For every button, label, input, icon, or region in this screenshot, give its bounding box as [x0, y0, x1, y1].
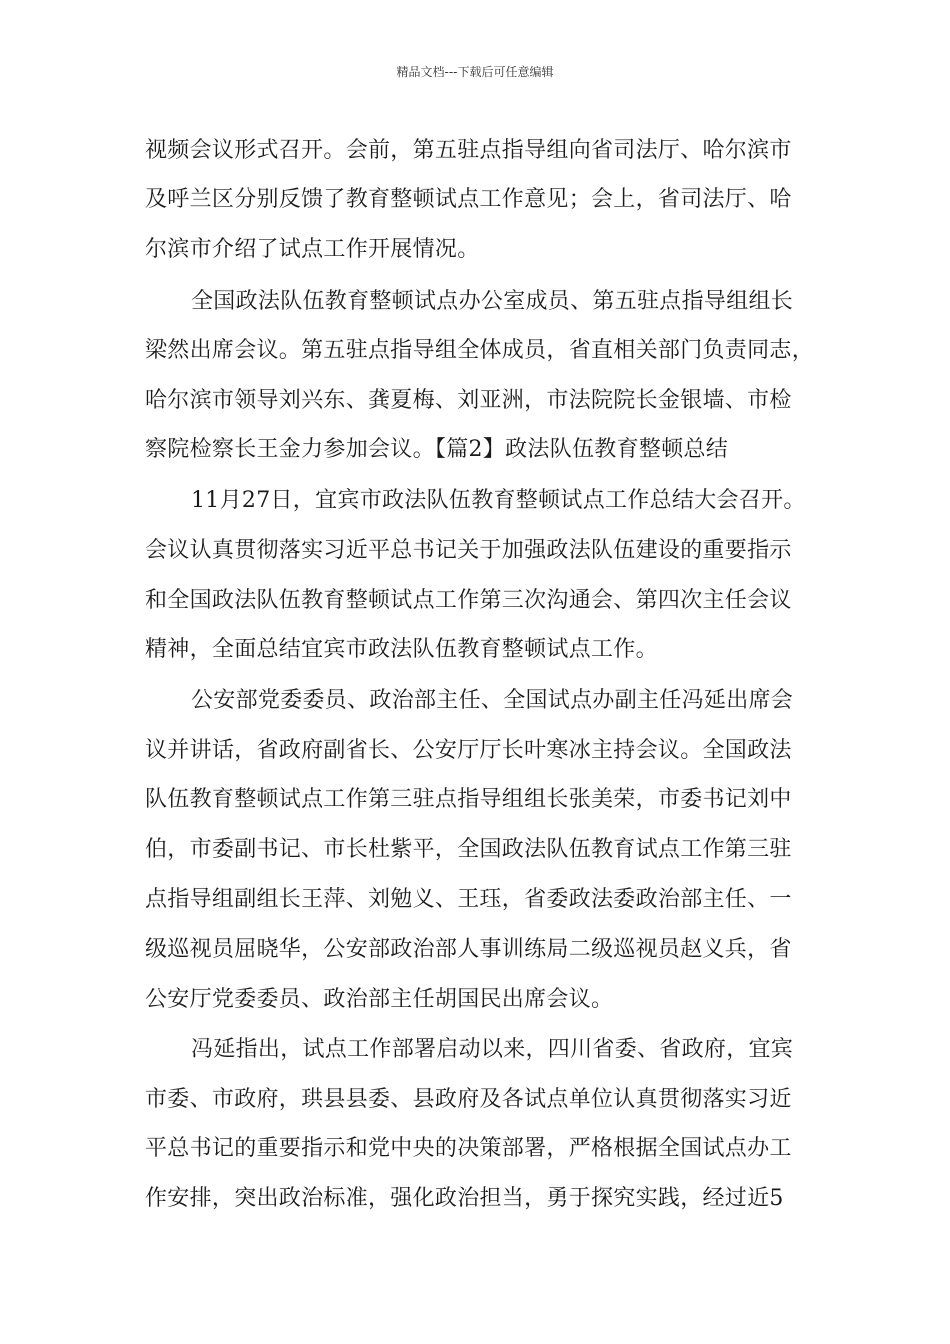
text-line: 公安厅党委委员、政治部主任胡国民出席会议。 — [145, 987, 614, 1012]
text-line: 作安排，突出政治标准，强化政治担当，勇于探究实践，经过近5 — [145, 1186, 784, 1211]
text-line: 察院检察长王金力参加会议。【篇2】政法队伍教育整顿总结 — [145, 437, 729, 462]
text-line: 及呼兰区分别反馈了教育整顿试点工作意见；会上，省司法厅、哈 — [145, 187, 792, 212]
text-line: 精神，全面总结宜宾市政法队伍教育整顿试点工作。 — [145, 637, 658, 662]
text-line: 会议认真贯彻落实习近平总书记关于加强政法队伍建设的重要指示 — [145, 538, 792, 563]
text-line: 全国政法队伍教育整顿试点办公室成员、第五驻点指导组组长 — [191, 289, 794, 314]
text-line: 市委、市政府，珙县县委、县政府及各试点单位认真贯彻落实习近 — [145, 1087, 792, 1112]
page-header: 精品文档---下载后可任意编辑 — [396, 65, 554, 79]
text-line: 尔滨市介绍了试点工作开展情况。 — [145, 237, 480, 262]
text-line: 点指导组副组长王萍、刘勉义、王珏，省委政法委政治部主任、一 — [145, 887, 792, 912]
text-line: 11月27日，宜宾市政法队伍教育整顿试点工作总结大会召开。 — [191, 488, 806, 513]
text-line: 视频会议形式召开。会前，第五驻点指导组向省司法厅、哈尔滨市 — [145, 138, 792, 163]
text-line: 哈尔滨市领导刘兴东、龚夏梅、刘亚洲，市法院院长金银墙、市检 — [145, 388, 792, 413]
text-line: 队伍教育整顿试点工作第三驻点指导组组长张美荣，市委书记刘中 — [145, 787, 792, 812]
text-line: 平总书记的重要指示和党中央的决策部署，严格根据全国试点办工 — [145, 1136, 792, 1161]
text-line: 议并讲话，省政府副省长、公安厅厅长叶寒冰主持会议。全国政法 — [145, 738, 792, 763]
text-line: 冯延指出，试点工作部署启动以来，四川省委、省政府，宜宾 — [191, 1037, 794, 1062]
text-line: 伯，市委副书记、市长杜紫平，全国政法队伍教育试点工作第三驻 — [145, 837, 792, 862]
text-line: 梁然出席会议。第五驻点指导组全体成员，省直相关部门负责同志， — [145, 338, 815, 363]
text-line: 公安部党委委员、政治部主任、全国试点办副主任冯延出席会 — [191, 688, 794, 713]
text-line: 和全国政法队伍教育整顿试点工作第三次沟通会、第四次主任会议 — [145, 588, 792, 613]
text-line: 级巡视员屈晓华，公安部政治部人事训练局二级巡视员赵义兵，省 — [145, 937, 792, 962]
